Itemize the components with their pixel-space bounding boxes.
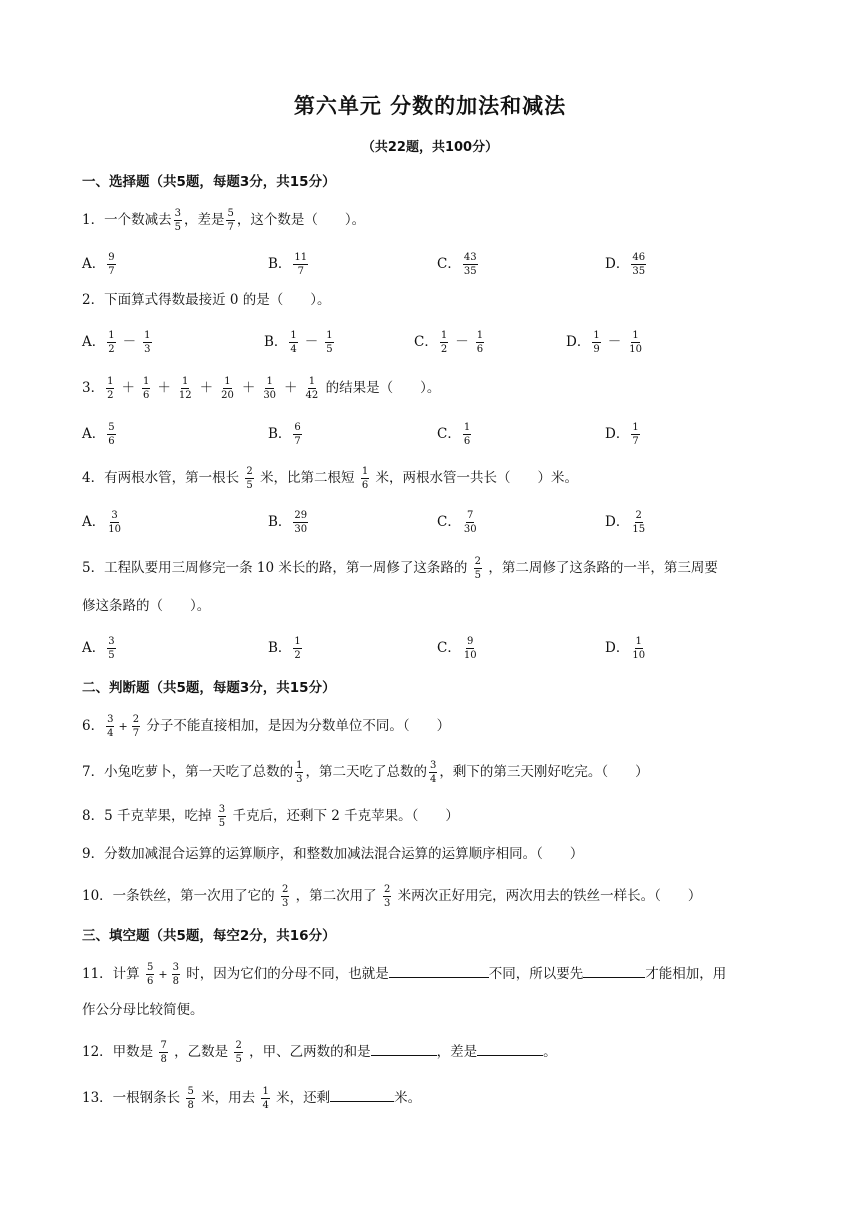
answer-blank[interactable] — [389, 963, 489, 978]
question-11-cont: 作公分母比较简便。 — [82, 1002, 204, 1018]
q1-option-a: A． $\frac{9}{7}$ — [82, 252, 115, 277]
question-2: 2．下面算式得数最接近 0 的是（ ）。 — [82, 292, 331, 308]
fraction: $\frac{5}{7}$ — [227, 208, 234, 233]
q1-option-d: D． $\frac{46}{35}$ — [605, 252, 646, 277]
question-9: 9．分数加减混合运算的运算顺序，和整数加减法混合运算的运算顺序相同。（ ） — [82, 846, 584, 862]
q4-option-b: B． $\frac{29}{30}$ — [268, 510, 308, 535]
q2-option-a: A． $\frac{1}{2}$ － $\frac{1}{3}$ — [82, 330, 151, 355]
q5-option-d: D． $\frac{1}{10}$ — [605, 636, 646, 661]
fraction: $\frac{3}{5}$ — [174, 208, 181, 233]
question-4: 4．有两根水管，第一根长 $\frac{2}{5}$ 米，比第二根短 $\frac{1}{6}$ 米，两根水管一共长（ ）米。 — [82, 466, 579, 491]
q2-option-b: B． $\frac{1}{4}$ － $\frac{1}{5}$ — [264, 330, 333, 355]
q4-option-c: C． $\frac{7}{30}$ — [437, 510, 477, 535]
question-12: 12．甲数是 $\frac{7}{8}$ ，乙数是 $\frac{2}{5}$ ，甲、乙两数的和是 ，差是 。 — [82, 1040, 557, 1065]
section-heading-fill: 三、填空题（共5题，每空2分，共16分） — [82, 928, 336, 944]
q3-option-b: B． $\frac{6}{7}$ — [268, 422, 301, 447]
q1-option-c: C． $\frac{43}{35}$ — [437, 252, 477, 277]
question-10: 10．一条铁丝，第一次用了它的 $\frac{2}{3}$ ，第二次用了 $\frac{2}{3}$ 米两次正好用完，两次用去的铁丝一样长。（ ） — [82, 884, 702, 909]
section-heading-judge: 二、判断题（共5题，每题3分，共15分） — [82, 680, 336, 696]
question-3: 3． $\frac{1}{2}$ ＋ $\frac{1}{6}$ ＋ $\frac{1}{12}$ ＋ $\frac{1}{20}$ ＋ $\frac{1}{30}$ ＋ $\frac{1}{42}$ 的结果是（ ）。 — [82, 376, 441, 401]
question-11: 11．计算 $\frac{5}{6}$ + $\frac{3}{8}$ 时，因为它们的分母不同，也就是 不同，所以要先 才能相加，用 — [82, 962, 727, 987]
q5-option-c: C． $\frac{9}{10}$ — [437, 636, 477, 661]
q3-option-c: C． $\frac{1}{6}$ — [437, 422, 471, 447]
question-13: 13．一根钢条长 $\frac{5}{8}$ 米，用去 $\frac{1}{4}$ 米，还剩 米。 — [82, 1086, 422, 1111]
q4-option-a: A． $\frac{3}{10}$ — [82, 510, 121, 535]
q2-option-c: C． $\frac{1}{2}$ － $\frac{1}{6}$ — [414, 330, 484, 355]
question-8: 8．5 千克苹果，吃掉 $\frac{3}{5}$ 千克后，还剩下 2 千克苹果。（ ） — [82, 804, 459, 829]
page-title: 第六单元 分数的加法和减法 — [293, 94, 567, 118]
answer-blank[interactable] — [330, 1087, 394, 1102]
question-1: 1．一个数减去 $\frac{3}{5}$ ，差是 $\frac{5}{7}$ ，这个数是（ ）。 — [82, 208, 366, 233]
q3-option-d: D． $\frac{1}{7}$ — [605, 422, 639, 447]
page-subtitle: （共22题，共100分） — [361, 140, 499, 155]
question-5: 5．工程队要用三周修完一条 10 米长的路，第一周修了这条路的 $\frac{2}{5}$ ，第二周修了这条路的一半，第三周要 — [82, 556, 718, 581]
question-7: 7．小兔吃萝卜，第一天吃了总数的 $\frac{1}{3}$ ，第二天吃了总数的 $\frac{3}{4}$ ，剩下的第三天刚好吃完。（ ） — [82, 760, 649, 785]
answer-blank[interactable] — [583, 963, 645, 978]
q5-option-a: A． $\frac{3}{5}$ — [82, 636, 115, 661]
question-5-cont: 修这条路的（ ）。 — [82, 598, 211, 614]
question-6: 6． $\frac{3}{4}$ + $\frac{2}{7}$ 分子不能直接相加，是因为分数单位不同。（ ） — [82, 714, 451, 739]
q2-option-d: D． $\frac{1}{9}$ － $\frac{1}{10}$ — [566, 330, 642, 355]
q3-option-a: A． $\frac{5}{6}$ — [82, 422, 115, 447]
section-heading-choice: 一、选择题（共5题，每题3分，共15分） — [82, 174, 336, 190]
answer-blank[interactable] — [371, 1041, 437, 1056]
answer-blank[interactable] — [477, 1041, 543, 1056]
q4-option-d: D． $\frac{2}{15}$ — [605, 510, 646, 535]
q1-option-b: B． $\frac{11}{7}$ — [268, 252, 308, 277]
q5-option-b: B． $\frac{1}{2}$ — [268, 636, 301, 661]
